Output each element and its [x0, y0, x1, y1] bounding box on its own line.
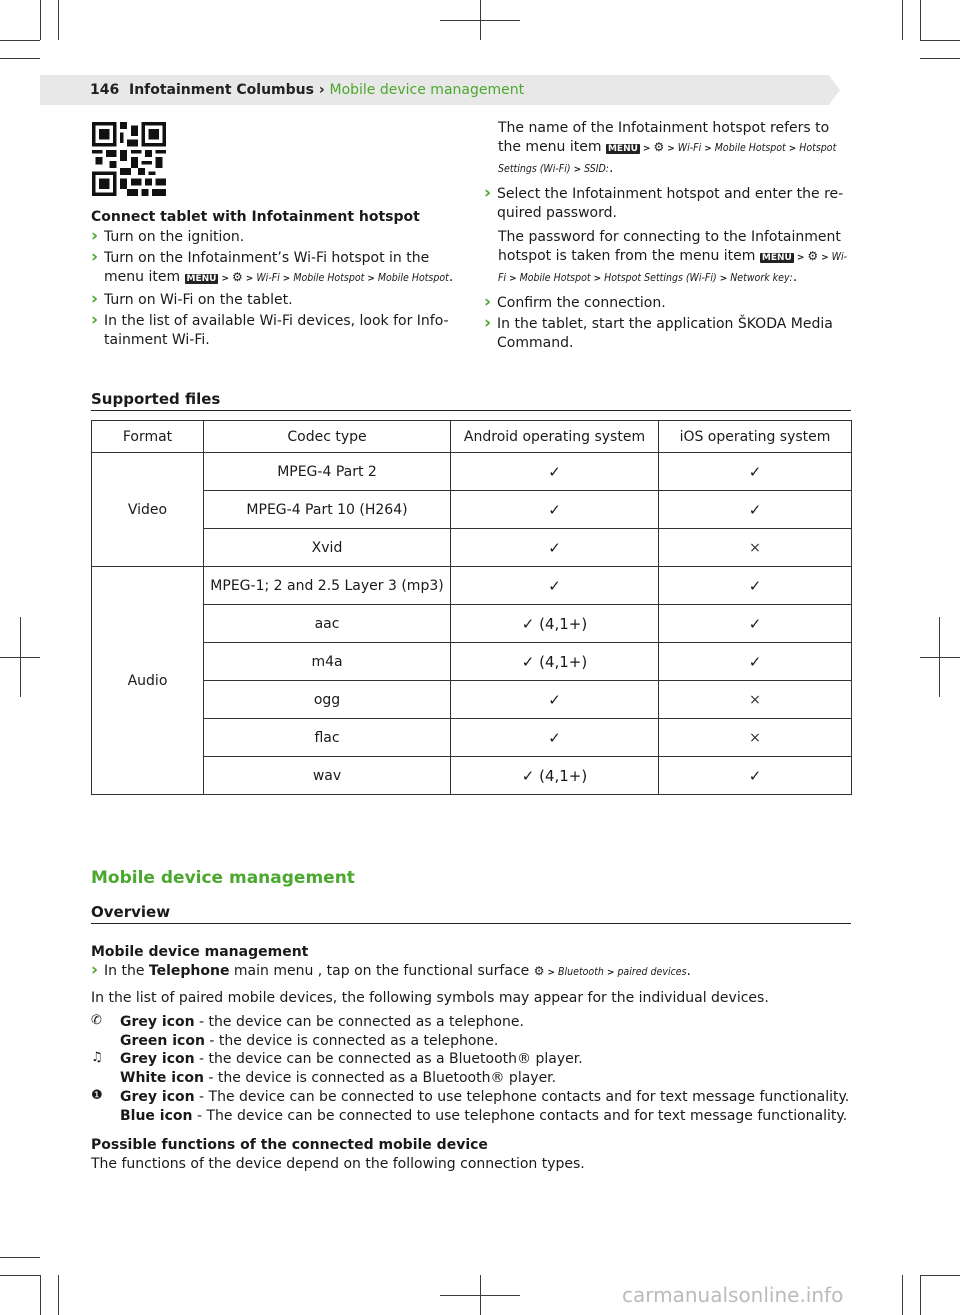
- crop-mark: [0, 58, 40, 59]
- music-note-icon: ♫: [91, 1050, 103, 1065]
- table-row: flac ✓ ×: [92, 719, 852, 757]
- crop-mark: [0, 1275, 40, 1276]
- breadcrumb-separator: ›: [318, 82, 325, 98]
- menu-key-icon: MENU: [607, 144, 638, 154]
- step-start-app: › In the tablet, start the application ŠKODA Media Command.: [484, 315, 850, 353]
- crop-mark: [920, 1275, 960, 1276]
- col-codec: Codec type: [204, 421, 451, 453]
- col-android: Android operating system: [451, 421, 659, 453]
- table-row: aac ✓ (4,1+) ✓: [92, 605, 852, 643]
- mdm-section-title: Mobile device management: [91, 868, 355, 888]
- crop-mark: [480, 0, 481, 40]
- step-find-wifi: › In the list of available Wi-Fi devices, look for Info-tainment Wi-Fi.: [91, 312, 461, 350]
- crop-mark: [0, 40, 40, 41]
- menu-mobile-hotspot: Mobile Hotspot: [293, 272, 365, 284]
- format-audio: Audio: [92, 567, 204, 795]
- crop-mark: [902, 0, 903, 40]
- supported-files-table: [91, 420, 852, 795]
- gear-icon: ⚙: [807, 249, 819, 263]
- step-select-hotspot: › Select the Infotainment hotspot and enter the re-quired password.: [484, 185, 850, 223]
- page-number: 146: [90, 82, 120, 98]
- gear-icon: ⚙: [232, 270, 243, 284]
- menu-wifi: Wi-Fi: [256, 272, 280, 284]
- list-intro: In the list of paired mobile devices, the following symbols may appear for the individual devices.: [91, 990, 769, 1006]
- mdm-body: [91, 943, 851, 1008]
- gear-icon: ⚙: [653, 140, 665, 154]
- connect-tablet-heading: Connect tablet with Infotainment hotspot: [91, 209, 420, 225]
- crop-mark: [40, 1275, 41, 1315]
- col-ios: iOS operating system: [659, 421, 852, 453]
- page-header: [90, 82, 524, 98]
- step-confirm: › Confirm the connection.: [484, 294, 850, 313]
- crop-mark: [40, 0, 41, 40]
- crop-mark: [20, 617, 21, 697]
- menu-key-icon: MENU: [761, 253, 792, 263]
- contacts-icon: ❶: [91, 1088, 103, 1103]
- crop-mark: [939, 617, 940, 697]
- table-row: ogg ✓ ×: [92, 681, 852, 719]
- symbol-contacts: ❶ Grey icon - The device can be connected to use telephone contacts and for text message functionality. Blue icon - The device can be connected to use telephone contacts and for text message functionality.: [91, 1088, 850, 1124]
- crop-mark: [920, 58, 960, 59]
- menu-paired-devices: paired devices: [617, 966, 687, 978]
- symbol-player: ♫ Grey icon - the device can be connected as a Bluetooth® player. White icon - the device is connected as a Bluetooth® player.: [91, 1050, 583, 1086]
- crop-mark: [0, 1257, 40, 1258]
- chapter-title: Infotainment Columbus: [128, 82, 314, 98]
- crop-mark: [902, 1275, 903, 1315]
- section-rule: [91, 923, 851, 924]
- step-hotspot: › Turn on the Infotainment’s Wi-Fi hotspot in the menu item MENU > ⚙ > Wi-Fi > Mobile Hotspot > Mobile Hotspot.: [91, 249, 461, 289]
- crop-mark: [480, 1275, 481, 1315]
- table-row: Video MPEG-4 Part 2 ✓ ✓: [92, 453, 852, 491]
- crop-mark: [920, 0, 921, 40]
- step-tablet-wifi: › Turn on Wi-Fi on the tablet.: [91, 291, 461, 310]
- functions-text: The functions of the device depend on the following connection types.: [91, 1156, 585, 1172]
- mdm-subheading: Mobile device management: [91, 944, 309, 960]
- menu-bluetooth: Bluetooth: [558, 966, 604, 978]
- table-header-row: [92, 421, 852, 453]
- left-column: [91, 208, 461, 350]
- table-row: Xvid ✓ ×: [92, 529, 852, 567]
- step-ignition: › Turn on the ignition.: [91, 228, 461, 247]
- table-row: m4a ✓ (4,1+) ✓: [92, 643, 852, 681]
- gear-icon: ⚙: [533, 964, 545, 978]
- password-text: The password for connecting to the Infotainment hotspot is taken from the menu item MENU > ⚙ > Wi-Fi > Mobile Hotspot > Hotspot Settings (Wi-Fi) > Network key:.: [498, 229, 848, 285]
- crop-mark: [58, 1275, 59, 1315]
- step-telephone: › In the Telephone main menu , tap on the functional surface ⚙ > Bluetooth > paired devices.: [91, 962, 851, 983]
- breadcrumb-section[interactable]: Mobile device management: [329, 82, 525, 98]
- hotspot-name-text: The name of the Infotainment hotspot refers to the menu item MENU > ⚙ > Wi-Fi > Mobile Hotspot > Hotspot Settings (Wi-Fi) > SSID:.: [498, 120, 837, 176]
- qr-code-icon: [92, 122, 166, 196]
- symbol-phone: ✆ Grey icon - the device can be connected as a telephone. Green icon - the device is connected as a telephone.: [91, 1013, 524, 1049]
- phone-icon: ✆: [91, 1013, 102, 1028]
- menu-key-icon: MENU: [186, 274, 217, 284]
- format-video: Video: [92, 453, 204, 567]
- crop-mark: [920, 40, 960, 41]
- supported-files-heading: Supported files: [91, 390, 221, 408]
- functions-heading: Possible functions of the connected mobile device: [91, 1137, 488, 1153]
- table-row: wav ✓ (4,1+) ✓: [92, 757, 852, 795]
- right-column: [484, 119, 850, 353]
- crop-mark: [920, 1275, 921, 1315]
- functions-block: [91, 1136, 851, 1174]
- crop-mark: [920, 657, 960, 658]
- table-row: Audio MPEG-1; 2 and 2.5 Layer 3 (mp3) ✓ ✓: [92, 567, 852, 605]
- section-rule: [91, 410, 851, 411]
- menu-mobile-hotspot-item: Mobile Hotspot: [377, 272, 449, 284]
- watermark: carmanualsonline.info: [622, 1283, 844, 1307]
- col-format: Format: [92, 421, 204, 453]
- table-row: MPEG-4 Part 10 (H264) ✓ ✓: [92, 491, 852, 529]
- crop-mark: [58, 0, 59, 40]
- overview-heading: Overview: [91, 903, 171, 921]
